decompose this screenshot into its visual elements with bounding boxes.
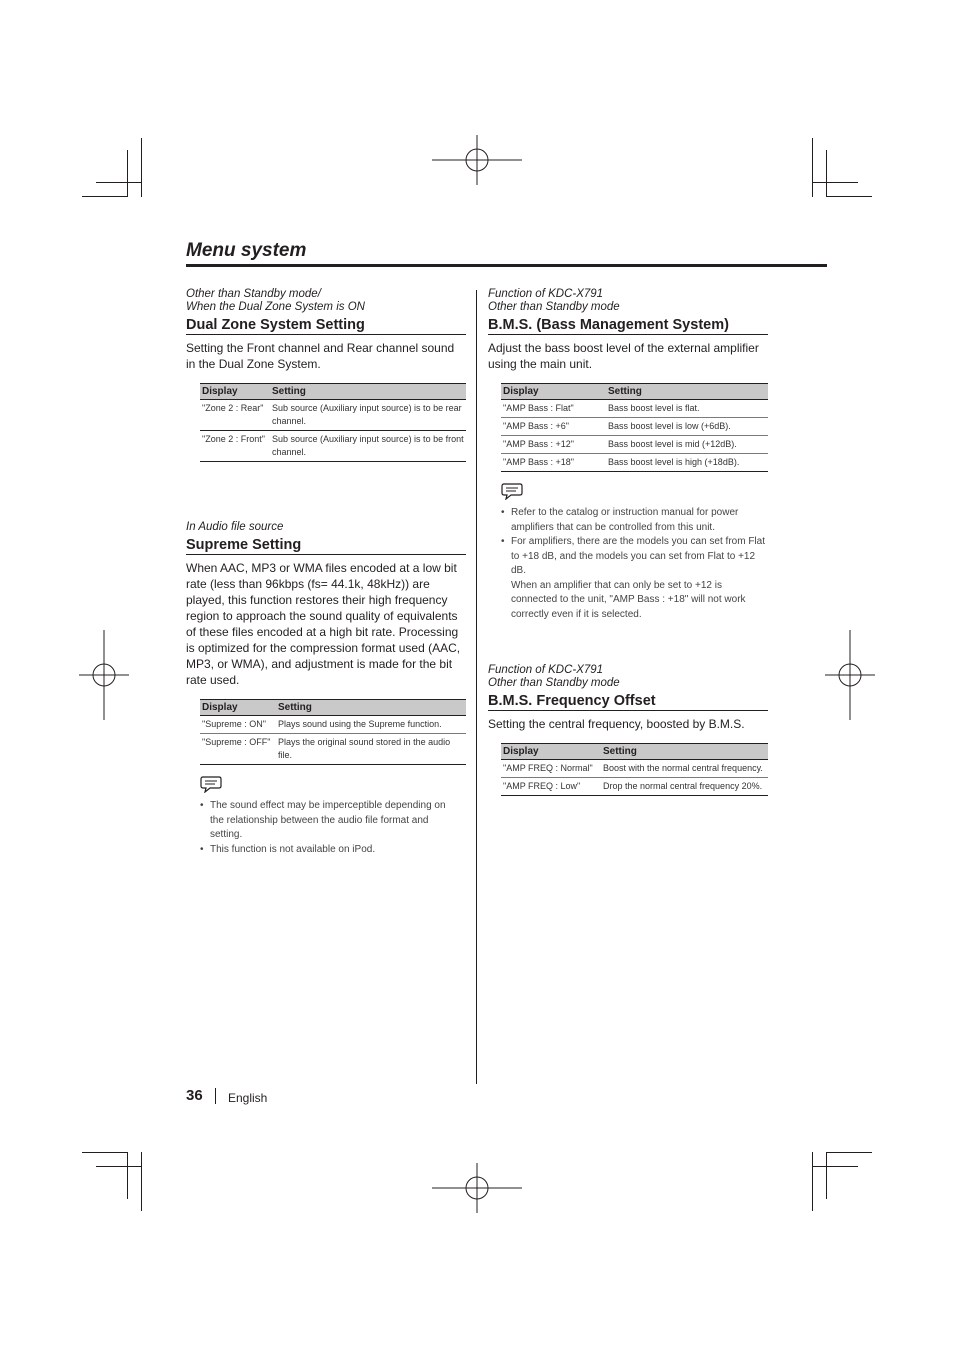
table-row (200, 716, 466, 734)
bms-heading: B.M.S. (Bass Management System) (488, 317, 729, 333)
registration-mark-icon (432, 135, 522, 185)
language-label: English (228, 1091, 268, 1105)
page-number-divider (215, 1088, 216, 1104)
dual-zone-condition (186, 288, 466, 314)
column-header: Display (200, 384, 270, 400)
dual-zone-description: Setting the Front channel and Rear channel sound in the Dual Zone System. (186, 341, 455, 371)
bms-condition (488, 288, 768, 314)
table-row (501, 418, 768, 436)
display-cell: "AMP Bass : +18" (501, 454, 606, 472)
display-cell: "AMP Bass : Flat" (501, 400, 606, 418)
note-speech-icon (200, 775, 222, 793)
bms-table (501, 383, 768, 472)
condition-line: Function of KDC-X791 (488, 288, 604, 300)
table-row (501, 760, 768, 778)
column-header: Display (501, 744, 601, 760)
supreme-heading: Supreme Setting (186, 537, 302, 553)
bms-freq-description: Setting the central frequency, boosted by B.M.S. (488, 717, 745, 731)
supreme-table (200, 699, 466, 765)
setting-cell: Bass boost level is high (+18dB). (606, 454, 768, 472)
supreme-section (186, 521, 466, 857)
title-rule (186, 264, 827, 267)
page-number: 36 (186, 1087, 203, 1104)
setting-cell: Sub source (Auxiliary input source) is to be rear channel. (270, 400, 466, 431)
condition-line: Other than Standby mode/ (186, 288, 321, 300)
list-item (501, 535, 768, 622)
display-cell: "AMP FREQ : Normal" (501, 760, 601, 778)
list-item: • This function is not available on iPod. (200, 843, 456, 858)
table-row (501, 400, 768, 418)
display-cell: "Supreme : OFF" (200, 734, 276, 765)
setting-cell: Bass boost level is mid (+12dB). (606, 436, 768, 454)
condition-line: Other than Standby mode (488, 677, 620, 689)
display-cell: "Zone 2 : Front" (200, 431, 270, 462)
heading-rule (186, 334, 466, 335)
list-item: • The sound effect may be imperceptible depending on the relationship between the audio file format and setting. (200, 799, 456, 843)
registration-mark-icon (432, 1163, 522, 1213)
supreme-description: When AAC, MP3 or WMA files encoded at a low bit rate (less than 96kbps (fs= 44.1k, 48kHz)) are played, this function restores their high frequency region to approach the sound quality of equivalents of these files encoded at a high bit rate. Processing is optimized for the compression format used (AAC, MP3, or WMA), and adjustment is made for the bit rate used. (186, 561, 461, 687)
column-header: Display (200, 700, 276, 716)
page-title: Menu system (186, 240, 307, 261)
condition-line: When the Dual Zone System is ON (186, 301, 365, 313)
registration-mark-icon (825, 630, 875, 720)
bms-notes (501, 506, 768, 622)
display-cell: "Supreme : ON" (200, 716, 276, 734)
column-header: Setting (606, 384, 768, 400)
dual-zone-table (200, 383, 466, 462)
supreme-condition: In Audio file source (186, 521, 284, 533)
bms-freq-condition (488, 664, 768, 690)
column-header: Setting (601, 744, 768, 760)
table-row (200, 431, 466, 462)
setting-cell: Drop the normal central frequency 20%. (601, 778, 768, 796)
heading-rule (488, 710, 768, 711)
setting-cell: Bass boost level is flat. (606, 400, 768, 418)
table-row (501, 454, 768, 472)
note-continuation: When an amplifier that can only be set to +12 is connected to the unit, "AMP Bass : +18" will not work correctly even if it is selected. (511, 579, 746, 620)
bms-description: Adjust the bass boost level of the external amplifier using the main unit. (488, 341, 759, 371)
display-cell: "AMP Bass : +6" (501, 418, 606, 436)
dual-zone-section (186, 288, 466, 462)
table-row (200, 734, 466, 765)
setting-cell: Boost with the normal central frequency. (601, 760, 768, 778)
dual-zone-heading: Dual Zone System Setting (186, 317, 365, 333)
heading-rule (488, 334, 768, 335)
table-row (501, 778, 768, 796)
bms-freq-section (488, 664, 768, 796)
column-header: Display (501, 384, 606, 400)
condition-line: Function of KDC-X791 (488, 664, 604, 676)
bms-freq-table (501, 743, 768, 796)
note-speech-icon (501, 482, 523, 500)
setting-cell: Sub source (Auxiliary input source) is to be front channel. (270, 431, 466, 462)
table-row (200, 400, 466, 431)
column-divider (476, 290, 477, 1084)
supreme-notes (200, 799, 456, 857)
condition-line: Other than Standby mode (488, 301, 620, 313)
bms-section (488, 288, 768, 622)
heading-rule (186, 554, 466, 555)
setting-cell: Bass boost level is low (+6dB). (606, 418, 768, 436)
column-header: Setting (270, 384, 466, 400)
registration-mark-icon (79, 630, 129, 720)
display-cell: "AMP Bass : +12" (501, 436, 606, 454)
display-cell: "Zone 2 : Rear" (200, 400, 270, 431)
bms-freq-heading: B.M.S. Frequency Offset (488, 693, 656, 709)
setting-cell: Plays the original sound stored in the audio file. (276, 734, 466, 765)
display-cell: "AMP FREQ : Low" (501, 778, 601, 796)
table-row (501, 436, 768, 454)
list-item: • Refer to the catalog or instruction manual for power amplifiers that can be controlled from this unit. (501, 506, 768, 535)
setting-cell: Plays sound using the Supreme function. (276, 716, 466, 734)
note-text: For amplifiers, there are the models you can set from Flat to +18 dB, and the models you can set from Flat to +12 dB. (511, 536, 765, 576)
column-header: Setting (276, 700, 466, 716)
